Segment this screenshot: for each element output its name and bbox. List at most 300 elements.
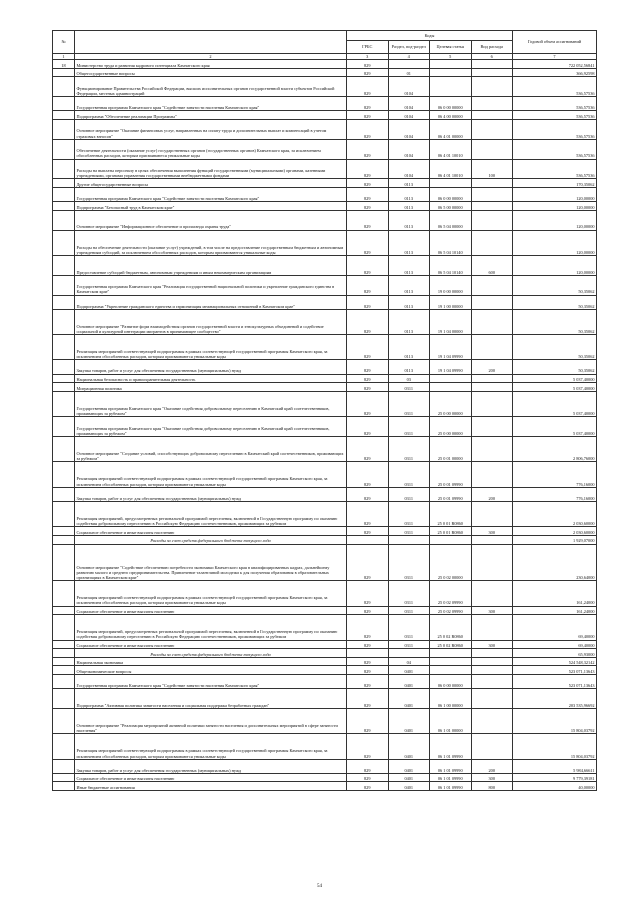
row-rzpr-cell: 0104 xyxy=(388,159,430,179)
row-name-cell: Реализация мероприятий соответствующей подпрограммы в рамках соответствующей государственной программы Камчатского края, за исключением обособленных расходов, которым присваиваются уникальные коды xyxy=(75,581,347,606)
table-row xyxy=(53,544,597,581)
col-index: 2 xyxy=(75,54,347,60)
row-rzpr-cell: 0311 xyxy=(388,417,430,437)
row-sum-cell: 524 548,32142 xyxy=(513,657,597,666)
row-sum-cell: 536,57536 xyxy=(513,119,597,139)
row-sum-cell: 120,00000 xyxy=(513,202,597,211)
row-number-cell xyxy=(53,615,75,640)
row-cs-cell: 06 5 04 10140 xyxy=(430,230,472,255)
row-grbs-cell: 829 xyxy=(347,383,389,392)
row-vr-cell xyxy=(471,437,513,462)
row-number-cell xyxy=(53,782,75,791)
row-rzpr-cell: 0311 xyxy=(388,527,430,536)
row-grbs-cell: 829 xyxy=(347,77,389,97)
row-sum-cell: 5 984,66611 xyxy=(513,759,597,773)
row-number-cell xyxy=(53,139,75,159)
table-row xyxy=(53,536,597,545)
row-number-cell xyxy=(53,187,75,201)
row-rzpr-cell: 0311 xyxy=(388,462,430,487)
table-row xyxy=(53,674,597,688)
row-cs-cell: 25 0 02 09990 xyxy=(430,606,472,615)
row-name-cell: Общеэкономические вопросы xyxy=(75,666,347,675)
row-sum-cell: 536,57536 xyxy=(513,97,597,111)
row-vr-cell: 600 xyxy=(471,255,513,275)
row-cs-cell: 25 0 01 09990 xyxy=(430,462,472,487)
row-name-cell: Государственная программа Камчатского края "Содействие занятости населения Камчатского края" xyxy=(75,187,347,201)
row-grbs-cell: 829 xyxy=(347,119,389,139)
row-vr-cell xyxy=(471,417,513,437)
row-rzpr-cell: 0311 xyxy=(388,581,430,606)
row-rzpr-cell: 0113 xyxy=(388,255,430,275)
row-grbs-cell: 829 xyxy=(347,417,389,437)
table-row xyxy=(53,417,597,437)
row-grbs-cell: 829 xyxy=(347,657,389,666)
table-row xyxy=(53,640,597,649)
row-grbs-cell xyxy=(347,536,389,545)
row-name-cell: Основное мероприятие "Оказание финансовых услуг, направленных на оплату труда и дополнительных выплат и компенсаций в учетом страховых взносов" xyxy=(75,119,347,139)
row-cs-cell: 06 1 01 00000 xyxy=(430,708,472,733)
row-number-cell xyxy=(53,649,75,658)
row-name-cell: Подпрограмма "Обеспечение реализации Программы" xyxy=(75,111,347,120)
table-row xyxy=(53,202,597,211)
row-vr-cell: 300 xyxy=(471,773,513,782)
row-grbs-cell: 829 xyxy=(347,275,389,295)
row-rzpr-cell: 0104 xyxy=(388,139,430,159)
col-header-vr: Вид расхода xyxy=(471,41,513,54)
row-sum-cell: 15 804,03792 xyxy=(513,734,597,759)
row-grbs-cell: 829 xyxy=(347,360,389,374)
table-row xyxy=(53,335,597,360)
row-sum-cell: 50,35062 xyxy=(513,309,597,334)
row-sum-cell: 120,00000 xyxy=(513,255,597,275)
row-vr-cell xyxy=(471,674,513,688)
row-grbs-cell: 829 xyxy=(347,68,389,77)
row-number-cell xyxy=(53,68,75,77)
row-sum-cell: 15 804,03792 xyxy=(513,708,597,733)
row-vr-cell xyxy=(471,230,513,255)
row-sum-cell: 50,35062 xyxy=(513,275,597,295)
table-row xyxy=(53,230,597,255)
row-name-cell: Государственная программа Камчатского края "Оказание содействия добровольному переселению в Камчатский край соотечественников, проживающих за рубежом" xyxy=(75,391,347,416)
row-cs-cell: 06 4 00 00000 xyxy=(430,111,472,120)
row-number-cell xyxy=(53,487,75,501)
row-vr-cell xyxy=(471,60,513,69)
table-row xyxy=(53,139,597,159)
row-number-cell: 18 xyxy=(53,60,75,69)
row-vr-cell xyxy=(471,536,513,545)
table-row xyxy=(53,179,597,188)
table-row xyxy=(53,734,597,759)
col-index: 5 xyxy=(430,54,472,60)
table-row xyxy=(53,60,597,69)
row-rzpr-cell: 0113 xyxy=(388,360,430,374)
row-name-cell: Предоставление субсидий бюджетным, автономным учреждениям и иным некоммерческим организациям xyxy=(75,255,347,275)
row-cs-cell xyxy=(430,374,472,383)
row-sum-cell: 5 037,40000 xyxy=(513,391,597,416)
col-header-num: № xyxy=(53,31,75,54)
row-sum-cell: 50,35062 xyxy=(513,360,597,374)
row-number-cell xyxy=(53,179,75,188)
row-number-cell xyxy=(53,275,75,295)
row-vr-cell xyxy=(471,335,513,360)
row-name-cell: Социальное обеспечение и иные выплаты населению xyxy=(75,640,347,649)
row-cs-cell xyxy=(430,657,472,666)
row-number-cell xyxy=(53,255,75,275)
row-rzpr-cell xyxy=(388,536,430,545)
row-name-cell: Реализация мероприятий соответствующей подпрограммы в рамках соответствующей государственной программы Камчатского края, за исключением обособленных расходов, которым присваиваются уникальные коды xyxy=(75,734,347,759)
row-grbs-cell: 829 xyxy=(347,502,389,527)
row-vr-cell xyxy=(471,657,513,666)
row-cs-cell: 25 0 01 R0860 xyxy=(430,527,472,536)
row-vr-cell xyxy=(471,708,513,733)
table-row xyxy=(53,689,597,709)
row-number-cell xyxy=(53,773,75,782)
row-vr-cell xyxy=(471,179,513,188)
row-vr-cell xyxy=(471,383,513,392)
row-grbs-cell: 829 xyxy=(347,179,389,188)
row-rzpr-cell: 04 xyxy=(388,657,430,666)
row-sum-cell: 65,93000 xyxy=(513,649,597,658)
table-row xyxy=(53,187,597,201)
row-sum-cell: 5 037,40000 xyxy=(513,383,597,392)
row-number-cell xyxy=(53,111,75,120)
row-name-cell: Национальная экономика xyxy=(75,657,347,666)
row-number-cell xyxy=(53,119,75,139)
row-rzpr-cell: 0113 xyxy=(388,187,430,201)
row-rzpr-cell: 0401 xyxy=(388,689,430,709)
row-name-cell: Обеспечение деятельности (оказание услуг) государственных органов (государственных органов) Камчатского края, за исключением обособленных расходов, которым присваиваются уникальные коды xyxy=(75,139,347,159)
row-vr-cell xyxy=(471,275,513,295)
row-name-cell: Социальное обеспечение и иные выплаты населению xyxy=(75,773,347,782)
row-grbs-cell: 829 xyxy=(347,640,389,649)
row-vr-cell: 200 xyxy=(471,759,513,773)
row-cs-cell: 19 1 00 00000 xyxy=(430,295,472,309)
table-row xyxy=(53,383,597,392)
row-name-cell: Национальная безопасность и правоохранительная деятельность xyxy=(75,374,347,383)
row-rzpr-cell: 0104 xyxy=(388,77,430,97)
row-name-cell: Расходы за счет средств федерального бюджета текущего года xyxy=(75,649,347,658)
row-cs-cell: 06 1 01 09990 xyxy=(430,773,472,782)
row-rzpr-cell xyxy=(388,649,430,658)
col-index: 3 xyxy=(347,54,389,60)
row-name-cell: Расходы на выплаты персоналу в целях обеспечения выполнения функций государственными (муниципальными) органами, казенными учреждениями, органами управления государственными внебюджетными фондами xyxy=(75,159,347,179)
row-number-cell xyxy=(53,335,75,360)
row-rzpr-cell: 0113 xyxy=(388,210,430,230)
table-row xyxy=(53,210,597,230)
row-number-cell xyxy=(53,689,75,709)
row-sum-cell: 722 052,56841 xyxy=(513,60,597,69)
row-grbs-cell: 829 xyxy=(347,60,389,69)
row-vr-cell: 200 xyxy=(471,360,513,374)
row-cs-cell xyxy=(430,60,472,69)
row-rzpr-cell: 0401 xyxy=(388,782,430,791)
row-sum-cell: 230,64000 xyxy=(513,544,597,581)
row-grbs-cell: 829 xyxy=(347,159,389,179)
table-row xyxy=(53,159,597,179)
row-rzpr-cell: 0113 xyxy=(388,295,430,309)
row-cs-cell: 19 1 04 00000 xyxy=(430,309,472,334)
table-row xyxy=(53,275,597,295)
row-rzpr-cell: 0311 xyxy=(388,487,430,501)
table-row xyxy=(53,581,597,606)
row-cs-cell xyxy=(430,77,472,97)
row-grbs-cell: 829 xyxy=(347,391,389,416)
row-rzpr-cell: 0113 xyxy=(388,202,430,211)
row-number-cell xyxy=(53,581,75,606)
table-row xyxy=(53,374,597,383)
table-row xyxy=(53,77,597,97)
row-cs-cell: 25 0 01 09990 xyxy=(430,487,472,501)
row-grbs-cell: 829 xyxy=(347,255,389,275)
row-rzpr-cell: 0113 xyxy=(388,275,430,295)
row-vr-cell xyxy=(471,391,513,416)
page-number: 54 xyxy=(317,884,322,889)
row-grbs-cell xyxy=(347,649,389,658)
row-vr-cell xyxy=(471,111,513,120)
row-name-cell: Социальное обеспечение и иные выплаты населению xyxy=(75,527,347,536)
table-row xyxy=(53,119,597,139)
row-number-cell xyxy=(53,97,75,111)
row-grbs-cell: 829 xyxy=(347,202,389,211)
col-header-sum: Годовой объем ассигнований xyxy=(513,31,597,54)
row-cs-cell xyxy=(430,383,472,392)
row-number-cell xyxy=(53,708,75,733)
row-rzpr-cell: 0113 xyxy=(388,309,430,334)
row-number-cell xyxy=(53,536,75,545)
row-name-cell: Подпрограмма "Активная политика занятости населения и социальная поддержка безработных граждан" xyxy=(75,689,347,709)
row-vr-cell xyxy=(471,734,513,759)
table-row xyxy=(53,309,597,334)
row-number-cell xyxy=(53,391,75,416)
row-sum-cell: 776,16000 xyxy=(513,487,597,501)
row-name-cell: Основное мероприятие "Информационное обеспечение и пропаганда охраны труда" xyxy=(75,210,347,230)
row-cs-cell xyxy=(430,536,472,545)
row-grbs-cell: 829 xyxy=(347,708,389,733)
row-number-cell xyxy=(53,159,75,179)
row-sum-cell: 5 037,40000 xyxy=(513,417,597,437)
row-cs-cell xyxy=(430,649,472,658)
table-row xyxy=(53,527,597,536)
row-number-cell xyxy=(53,666,75,675)
table-row xyxy=(53,68,597,77)
row-name-cell: Функционирование Правительства Российской Федерации, высших исполнительных органов государственной власти субъектов Российской Федерации, местных администраций xyxy=(75,77,347,97)
row-vr-cell xyxy=(471,502,513,527)
row-sum-cell: 50,35062 xyxy=(513,335,597,360)
row-grbs-cell: 829 xyxy=(347,187,389,201)
row-grbs-cell: 829 xyxy=(347,210,389,230)
row-sum-cell: 2 030,60000 xyxy=(513,502,597,527)
col-header-cs: Целевая статья xyxy=(430,41,472,54)
row-sum-cell: 536,57536 xyxy=(513,77,597,97)
row-sum-cell: 366,92598 xyxy=(513,68,597,77)
row-vr-cell xyxy=(471,187,513,201)
row-vr-cell xyxy=(471,689,513,709)
budget-table-sheet xyxy=(52,30,597,791)
row-name-cell: Подпрограмма "Безопасный труд в Камчатском крае" xyxy=(75,202,347,211)
row-rzpr-cell: 0401 xyxy=(388,773,430,782)
col-header-rzpr: Раздел, под-раздел xyxy=(388,41,430,54)
row-number-cell xyxy=(53,657,75,666)
table-row xyxy=(53,360,597,374)
row-name-cell: Министерство труда и развития кадрового потенциала Камчатского края xyxy=(75,60,347,69)
row-cs-cell: 06 5 04 00000 xyxy=(430,210,472,230)
row-grbs-cell: 829 xyxy=(347,139,389,159)
col-index: 6 xyxy=(471,54,513,60)
row-number-cell xyxy=(53,640,75,649)
row-name-cell: Закупка товаров, работ и услуг для обеспечения государственных (муниципальных) нужд xyxy=(75,759,347,773)
row-vr-cell xyxy=(471,77,513,97)
row-vr-cell xyxy=(471,97,513,111)
row-cs-cell: 06 0 00 00000 xyxy=(430,187,472,201)
row-vr-cell xyxy=(471,544,513,581)
row-name-cell: Государственная программа Камчатского края "Оказание содействия добровольному переселению в Камчатский край соотечественников, проживающих за рубежом" xyxy=(75,417,347,437)
row-sum-cell: 536,57536 xyxy=(513,111,597,120)
row-number-cell xyxy=(53,417,75,437)
row-cs-cell: 06 5 04 10140 xyxy=(430,255,472,275)
row-vr-cell xyxy=(471,309,513,334)
row-rzpr-cell: 0104 xyxy=(388,119,430,139)
row-rzpr-cell: 0401 xyxy=(388,708,430,733)
row-number-cell xyxy=(53,309,75,334)
row-rzpr-cell: 0311 xyxy=(388,502,430,527)
row-cs-cell: 25 0 02 R0860 xyxy=(430,640,472,649)
row-grbs-cell: 829 xyxy=(347,734,389,759)
table-row xyxy=(53,657,597,666)
row-sum-cell: 5 037,40000 xyxy=(513,374,597,383)
row-grbs-cell: 829 xyxy=(347,295,389,309)
row-name-cell: Иные бюджетные ассигнования xyxy=(75,782,347,791)
row-name-cell: Реализация мероприятий, предусмотренных региональной программой переселения, включенной в Государственную программу по оказанию содействия добровольному переселению в Российскую Федерацию соотечественников, проживающих за рубежом xyxy=(75,615,347,640)
row-name-cell: Расходы на обеспечение деятельности (оказание услуг) учреждений, в том числе на предоставление государственным бюджетным и автономным учреждениям субсидий, за исключением обособленных расходов, которым присваиваются уникальные коды xyxy=(75,230,347,255)
row-cs-cell: 25 0 00 00000 xyxy=(430,391,472,416)
row-grbs-cell: 829 xyxy=(347,309,389,334)
table-row xyxy=(53,759,597,773)
col-header-name xyxy=(75,31,347,54)
row-cs-cell xyxy=(430,68,472,77)
row-grbs-cell: 829 xyxy=(347,615,389,640)
row-name-cell: Государственная программа Камчатского края "Содействие занятости населения Камчатского края" xyxy=(75,674,347,688)
row-rzpr-cell: 0401 xyxy=(388,759,430,773)
row-grbs-cell: 829 xyxy=(347,773,389,782)
row-grbs-cell: 829 xyxy=(347,97,389,111)
row-grbs-cell: 829 xyxy=(347,674,389,688)
row-grbs-cell: 829 xyxy=(347,581,389,606)
row-rzpr-cell: 0311 xyxy=(388,383,430,392)
table-row xyxy=(53,782,597,791)
row-grbs-cell: 829 xyxy=(347,374,389,383)
row-rzpr-cell: 01 xyxy=(388,68,430,77)
row-vr-cell: 800 xyxy=(471,782,513,791)
table-row xyxy=(53,255,597,275)
row-cs-cell: 06 1 01 09990 xyxy=(430,734,472,759)
table-row xyxy=(53,111,597,120)
row-name-cell: Расходы за счет средств федерального бюджета текущего года xyxy=(75,536,347,545)
row-number-cell xyxy=(53,734,75,759)
row-grbs-cell: 829 xyxy=(347,606,389,615)
row-grbs-cell: 829 xyxy=(347,782,389,791)
row-number-cell xyxy=(53,230,75,255)
row-rzpr-cell: 0311 xyxy=(388,391,430,416)
row-grbs-cell: 829 xyxy=(347,527,389,536)
row-sum-cell: 50,35062 xyxy=(513,295,597,309)
row-rzpr-cell: 0401 xyxy=(388,666,430,675)
row-sum-cell: 120,00000 xyxy=(513,187,597,201)
row-cs-cell: 19 0 00 00000 xyxy=(430,275,472,295)
row-rzpr-cell: 0113 xyxy=(388,335,430,360)
row-sum-cell: 203 535,96692 xyxy=(513,689,597,709)
row-name-cell: Основное мероприятие "Реализация мероприятий активной политики занятости населения и дополнительных мероприятий в сфере занятости населения" xyxy=(75,708,347,733)
row-vr-cell xyxy=(471,119,513,139)
col-header-codes: Коды xyxy=(347,31,513,41)
row-name-cell: Государственная программа Камчатского края "Содействие занятости населения Камчатского края" xyxy=(75,97,347,111)
row-rzpr-cell: 0113 xyxy=(388,230,430,255)
row-sum-cell: 523 071,13643 xyxy=(513,674,597,688)
table-row xyxy=(53,502,597,527)
row-sum-cell: 536,57536 xyxy=(513,159,597,179)
row-number-cell xyxy=(53,606,75,615)
row-grbs-cell: 829 xyxy=(347,335,389,360)
table-row xyxy=(53,295,597,309)
table-row xyxy=(53,773,597,782)
row-number-cell xyxy=(53,437,75,462)
table-row xyxy=(53,666,597,675)
row-cs-cell: 06 0 00 00000 xyxy=(430,97,472,111)
table-row xyxy=(53,606,597,615)
col-index: 4 xyxy=(388,54,430,60)
row-sum-cell: 2 806,76000 xyxy=(513,437,597,462)
row-cs-cell: 25 0 02 R0860 xyxy=(430,615,472,640)
row-cs-cell: 06 0 00 00000 xyxy=(430,674,472,688)
row-cs-cell: 25 0 01 00000 xyxy=(430,437,472,462)
row-grbs-cell: 829 xyxy=(347,462,389,487)
row-number-cell xyxy=(53,462,75,487)
row-number-cell xyxy=(53,383,75,392)
row-rzpr-cell: 03 xyxy=(388,374,430,383)
row-sum-cell: 40,00000 xyxy=(513,782,597,791)
row-cs-cell: 06 1 00 00000 xyxy=(430,689,472,709)
table-row xyxy=(53,649,597,658)
table-row xyxy=(53,437,597,462)
row-sum-cell: 161,24000 xyxy=(513,581,597,606)
row-vr-cell xyxy=(471,295,513,309)
row-cs-cell: 25 0 00 00000 xyxy=(430,417,472,437)
row-vr-cell: 300 xyxy=(471,527,513,536)
row-vr-cell: 300 xyxy=(471,606,513,615)
row-name-cell: Основное мероприятие "Создание условий, способствующих добровольному переселению в Камчатский край соотечественников, проживающих за рубежом" xyxy=(75,437,347,462)
row-name-cell: Основное мероприятие "Развитие форм взаимодействия органов государственной власти и этнокультурных объединений и содействие социальной и культурной интеграции мигрантов в принимающее сообщество" xyxy=(75,309,347,334)
row-vr-cell xyxy=(471,202,513,211)
row-number-cell xyxy=(53,674,75,688)
row-grbs-cell: 829 xyxy=(347,230,389,255)
row-grbs-cell: 829 xyxy=(347,437,389,462)
table-row xyxy=(53,97,597,111)
row-rzpr-cell: 0401 xyxy=(388,734,430,759)
row-sum-cell: 1 929,07000 xyxy=(513,536,597,545)
row-vr-cell xyxy=(471,139,513,159)
row-name-cell: Миграционная политика xyxy=(75,383,347,392)
table-row xyxy=(53,615,597,640)
row-rzpr-cell: 0401 xyxy=(388,674,430,688)
row-vr-cell xyxy=(471,666,513,675)
row-name-cell: Реализация мероприятий, предусмотренных региональной программой переселения, включенной в Государственную программу по оказанию содействия добровольному переселению в Российскую Федерацию соотечественников, проживающих за рубежом xyxy=(75,502,347,527)
row-rzpr-cell: 0311 xyxy=(388,640,430,649)
row-vr-cell xyxy=(471,615,513,640)
row-name-cell: Закупка товаров, работ и услуг для обеспечения государственных (муниципальных) нужд xyxy=(75,360,347,374)
row-number-cell xyxy=(53,502,75,527)
row-cs-cell xyxy=(430,179,472,188)
row-number-cell xyxy=(53,210,75,230)
row-sum-cell: 69,40000 xyxy=(513,615,597,640)
